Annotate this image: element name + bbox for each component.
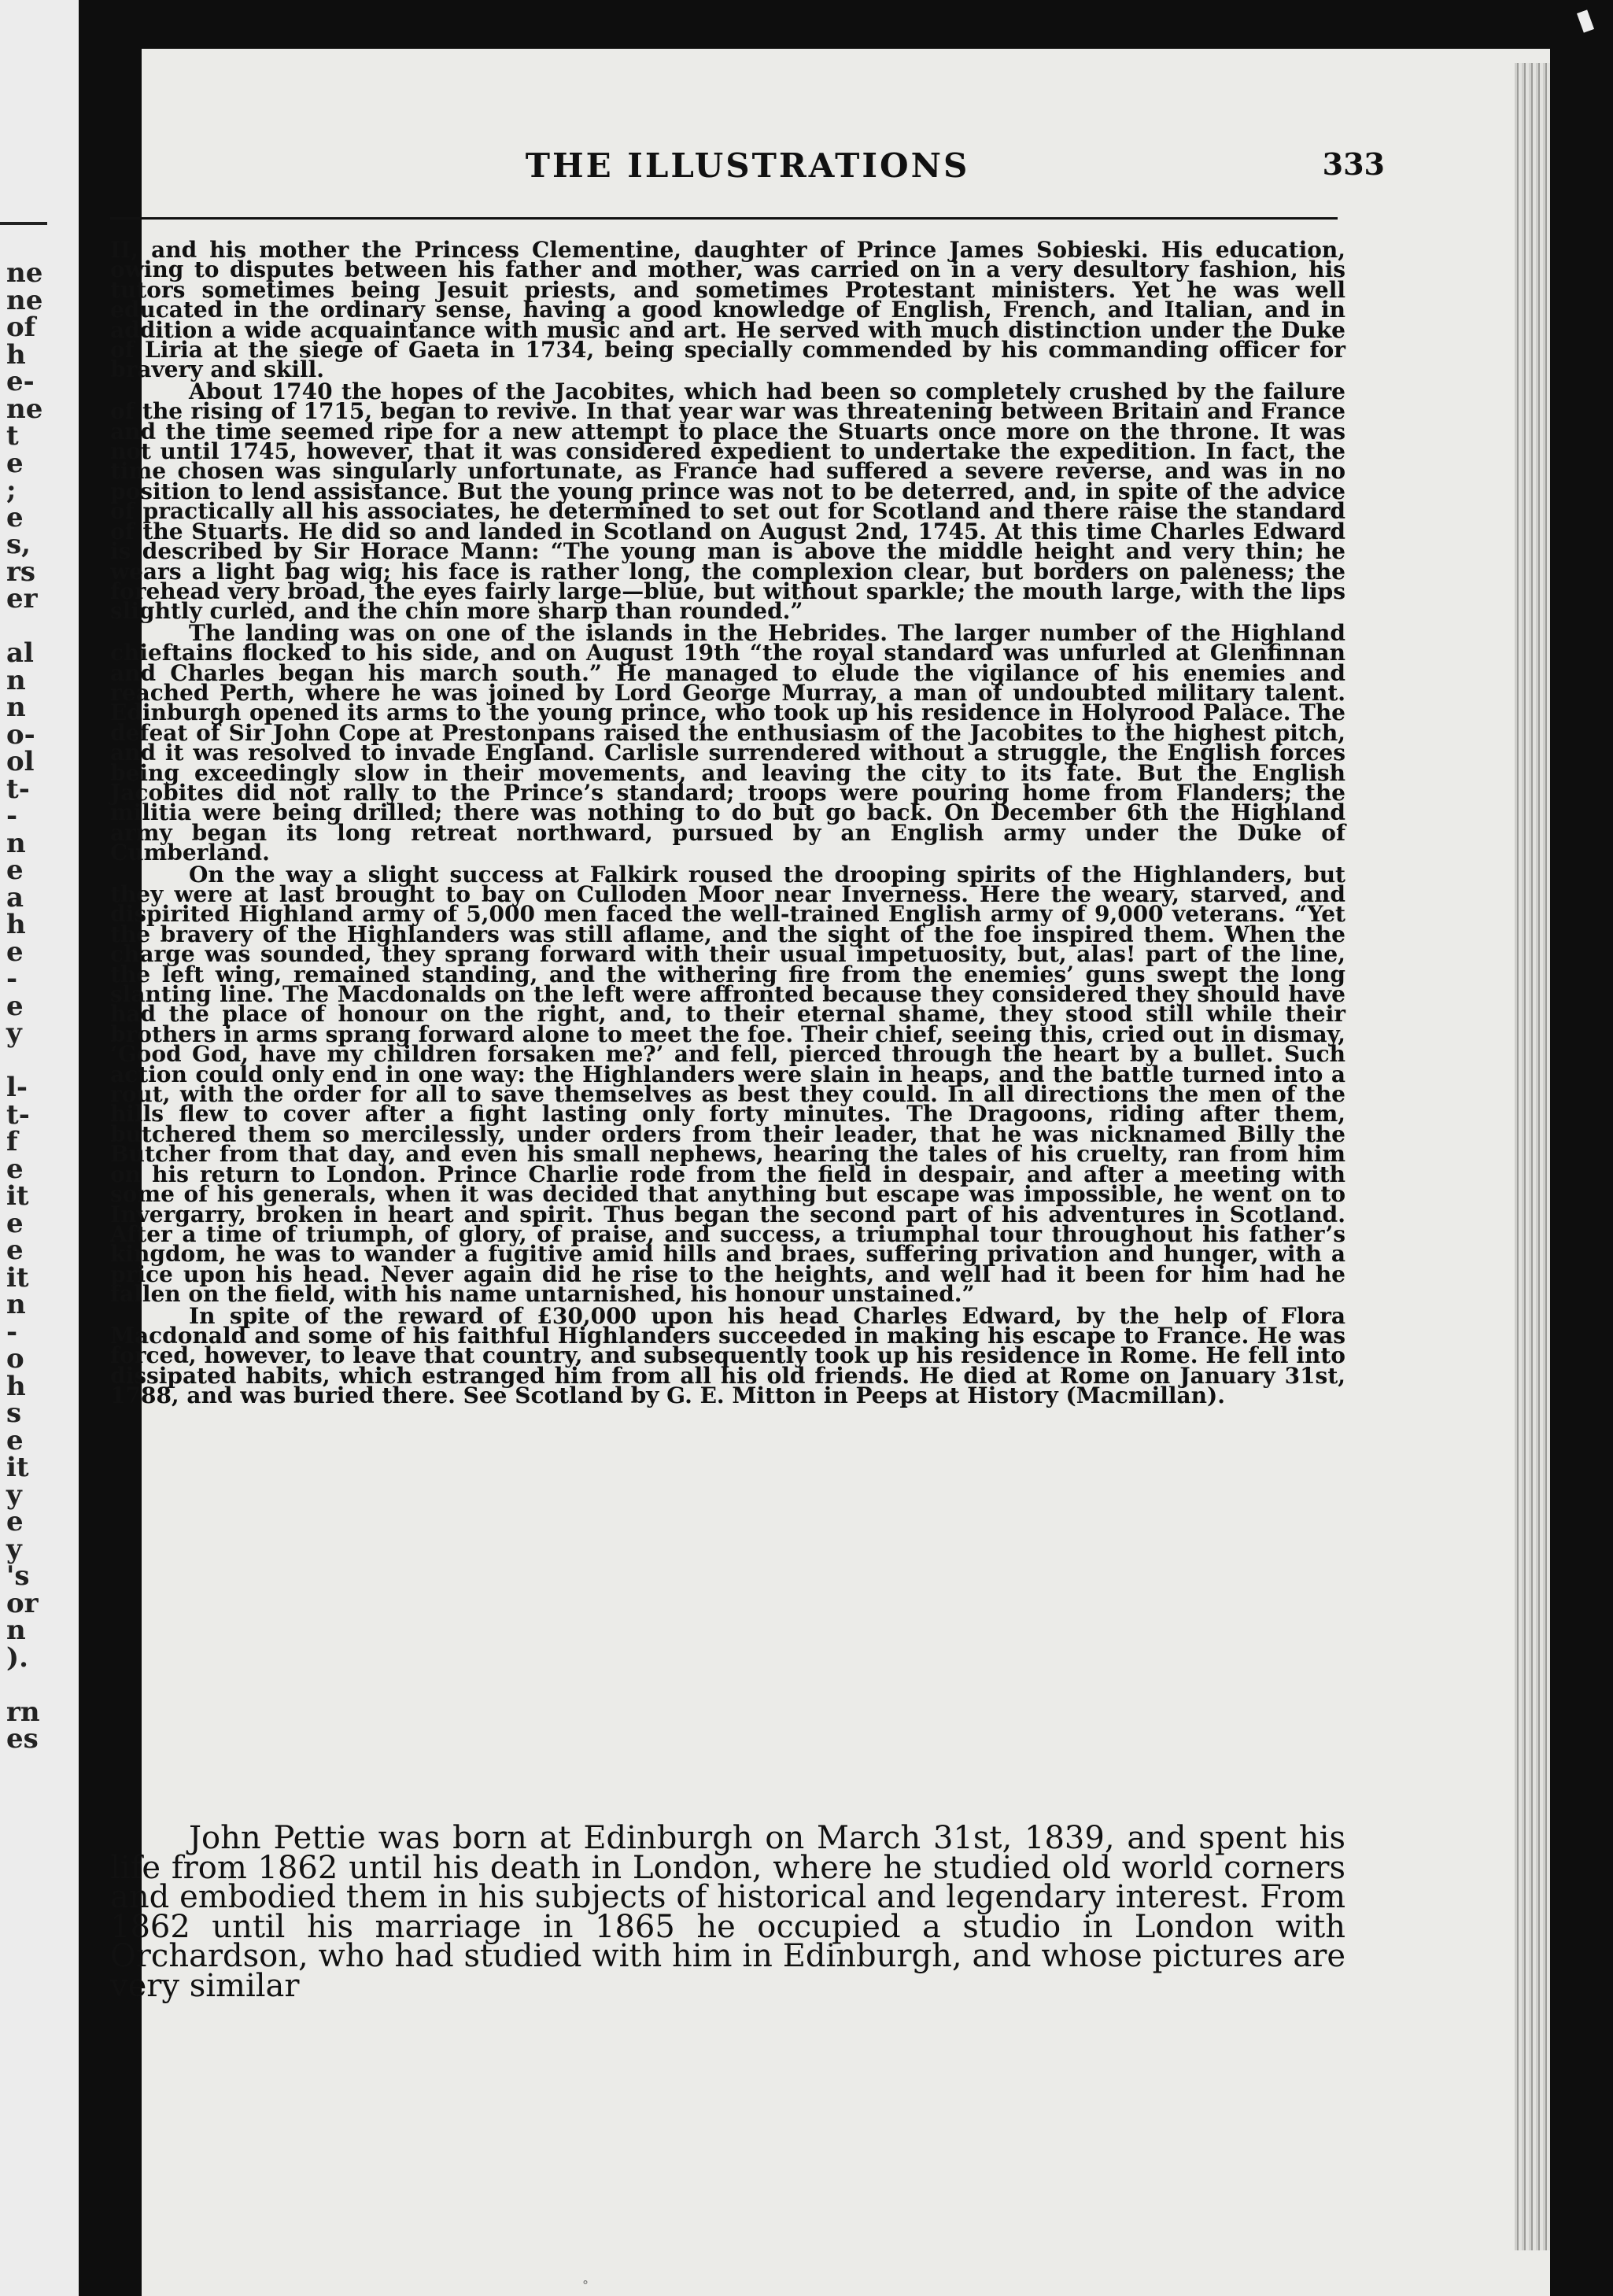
previous-page-fragment: - [6, 1316, 18, 1348]
previous-page-fragment: e [6, 1207, 24, 1239]
previous-page-fragment: - [6, 800, 18, 832]
paragraph-education: II, and his mother the Princess Clementine, daughter of Prince James Sobieski. His education, owing to disputes between his father and mother, was carried on in a very desultory fashion, his tutors sometimes being Jesuit priests, and sometimes Protestant ministers. Yet he was well educated in the ordinary sense, having a good knowledge of English, French, and Italian, and in addition a wide acquaintance with music and art. He served with much distinction under the Duke of Liria at the siege of Gaeta in 1734, being specially commended by his commanding officer for bravery and skill. [110, 237, 1345, 383]
previous-page-fragment: e [6, 1506, 24, 1537]
previous-page-fragment: rn [6, 1696, 40, 1728]
previous-page-fragment: e [6, 936, 24, 968]
previous-page-fragment: h [6, 909, 26, 940]
previous-page-fragment: y [6, 1478, 22, 1511]
paragraph-escape: In spite of the reward of £30,000 upon his head Charles Edward, by the help of Flora Macdonald and some of his faithful Highlanders succeeded in making his escape to France. He was forced, however, to leave that country, and subsequently took up his residence in Rome. He fell into dissipated habits, which estranged him from all his old friends. He died at Rome on January 31st, 1788, and was buried there. See Scotland by G. E. Mitton in Peeps at History (Macmillan). [110, 1302, 1345, 1409]
previous-page-fragment: rs [6, 556, 36, 588]
previous-page-edge [0, 0, 79, 2296]
previous-page-fragment: y [6, 1017, 22, 1049]
paragraph-landing: The landing was on one of the islands in the Hebrides. The larger number of the Highland chieftains flocked to his side, and on August 19th “the royal standard was unfurled at Glenfinnan and Charles began his march south.” He managed to elude the vigilance of his enemies and reached Perth, where he was joined by Lord George Murray, a man of undoubted military talent. Edinburgh opened its arms to the young prince, who took up his residence in Holyrood Palace. The defeat of Sir John Cope at Prestonpans raised the enthusiasm of the Jacobites to the highest pitch, and it was resolved to invade England. Carlisle surrendered without a struggle, the English forces being exceedingly slow in their movements, and leaving the city to its fate. But the English Jacobites did not rally to the Prince’s standard; troops were pouring home from Flanders; the militia were being drilled; there was nothing to do but go back. On December 6th the Highland army began its long retreat northward, pursued by an English army under the Duke of Cumberland. [110, 619, 1345, 866]
previous-page-fragment: or [6, 1587, 39, 1619]
previous-page-fragment [6, 613, 77, 640]
previous-page-fragment: h [6, 1370, 26, 1402]
previous-page-fragment: e [6, 1235, 24, 1266]
previous-page-fragment: s [6, 1397, 22, 1429]
previous-page-fragment: ol [6, 746, 35, 777]
previous-page-fragment: t- [6, 1098, 30, 1131]
previous-page-fragment [6, 1047, 77, 1075]
previous-page-fragment: e [6, 501, 24, 533]
previous-page-fragment: ne [6, 257, 43, 289]
previous-page-fragment: ne [6, 393, 43, 425]
previous-page-fragment: ne [6, 284, 43, 316]
page-stack-edge [1515, 63, 1550, 2250]
previous-page-fragment [6, 1671, 77, 1699]
previous-page-fragment: l- [6, 1072, 28, 1103]
previous-page-fragment: e- [6, 366, 35, 397]
page-number: 333 [1322, 146, 1385, 182]
header-rule [110, 217, 1338, 220]
paragraph-jacobite-hopes: About 1740 the hopes of the Jacobites, which had been so completely crushed by the failure of the rising of 1715, began to revive. In that year war was threatening between Britain and France and the time seemed ripe for a new attempt to place the Stuarts once more on the throne. It was not until 1745, however, that it was considered expedient to undertake the expedition. In fact, the time chosen was singularly unfortunate, as France had suffered a severe reverse, and was in no position to lend assistance. But the young prince was not to be deterred, and, in spite of the advice of practically all his associates, he determined to set out for Scotland and there raise the standard of the Stuarts. He did so and landed in Scotland on August 2nd, 1745. At this time Charles Edward is described by Sir Horace Mann: “The young man is above the middle height and very thin; he wears a light bag wig; his face is rather long, the complexion clear, but borders on paleness; the forehead very broad, the eyes fairly large—blue, but without sparkle; the mouth large, with the lips slightly curled, and the chin more sharp than rounded.” [110, 378, 1345, 625]
previous-page-fragment: a [6, 881, 24, 914]
previous-page-fragment: e [6, 990, 24, 1022]
previous-page-fragment: n [6, 692, 26, 723]
previous-page-fragment: s, [6, 529, 31, 560]
bottom-mark: ° [582, 2278, 589, 2293]
previous-page-fragment: - [6, 963, 18, 995]
previous-page-fragment: it [6, 1180, 29, 1212]
page-header [110, 138, 1385, 201]
previous-page-fragment: e [6, 447, 24, 479]
previous-page-fragment: n [6, 1289, 26, 1320]
previous-page-fragment: e [6, 1153, 24, 1185]
paragraph-john-pettie: John Pettie was born at Edinburgh on March 31st, 1839, and spent his life from 1862 until his death in London, where he studied old world corners and embodied them in his subjects of historical and legendary interest. From 1862 until his marriage in 1865 he occupied a studio in London with Orchardson, who had studied with him in Edinburgh, and whose pictures are very similar [110, 1820, 1345, 2004]
previous-page-fragment: al [6, 637, 34, 669]
previous-page-fragment: t [6, 420, 19, 452]
paragraph-culloden: On the way a slight success at Falkirk roused the drooping spirits of the Highlanders, but they were at last brought to bay on Culloden Moor near Inverness. Here the weary, starved, and dispirited Highland army of 5,000 men faced the well-trained English army of 9,000 veterans. “Yet the bravery of the Highlanders was still aflame, and the sight of the foe inspired them. When the charge was sounded, they sprang forward with their usual impetuosity, but, alas! part of the line, the left wing, remained standing, and the withering fire from the enemies’ guns swept the long slanting line. The Macdonalds on the left were affronted because they considered they should have had the place of honour on the right, and, to their eternal shame, they stood still while their brothers in arms sprang forward alone to meet the foe. Their chief, seeing this, cried out in dismay, ‘Good God, have my children forsaken me?’ and fell, pierced through the heart by a bullet. Such action could only end in one way: the Highlanders were slain in heaps, and the battle turned into a rout, with the order for all to save themselves as best they could. In all directions the men of the hills flew to cover after a fight lasting only forty minutes. The Dragoons, riding after them, butchered them so mercilessly, under orders from their leader, that he was nicknamed Billy the Butcher from that day, and even his small nephews, hearing the tales of his cruelty, ran from him on his return to London. Prince Charlie rode from the field in despair, and after a meeting with some of his generals, when it was decided that anything but escape was impossible, he went on to Invergarry, broken in heart and spirit. Thus began the second part of his adventures in Scotland. After a time of triumph, of glory, of praise, and success, a triumphal tour throughout his father’s kingdom, he was to wander a fugitive amid hills and braes, suffering privation and hunger, with a price upon his head. Never again did he rise to the heights, and well had it been for him had he fallen on the field, with his name untarnished, his honour unstained.” [110, 861, 1345, 1308]
previous-page-text-fragments [6, 257, 77, 1755]
previous-page-fragment: 's [6, 1560, 30, 1592]
previous-page-fragment: e [6, 855, 24, 886]
previous-page-fragment: es [6, 1723, 39, 1755]
previous-page-fragment: it [6, 1452, 29, 1483]
previous-page-fragment: t- [6, 773, 30, 805]
previous-page-fragment: ). [6, 1641, 28, 1674]
previous-page-fragment: ; [6, 474, 17, 506]
body-large-text [110, 1820, 1345, 2004]
previous-page-fragment: n [6, 827, 26, 859]
previous-page-fragment: e [6, 1424, 24, 1456]
previous-page-fragment: er [6, 583, 38, 615]
previous-page-fragment: it [6, 1261, 29, 1294]
previous-page-fragment: o- [6, 718, 35, 751]
previous-page-fragment: o [6, 1343, 24, 1375]
previous-page-fragment: n [6, 664, 26, 696]
spine-mark [1577, 9, 1594, 32]
previous-page-fragment: y [6, 1533, 22, 1565]
previous-page-fragment: f [6, 1126, 18, 1157]
previous-page-fragment: n [6, 1615, 26, 1646]
previous-page-fragment: of [6, 312, 36, 343]
running-title: THE ILLUSTRATIONS [525, 146, 970, 185]
previous-page-fragment: h [6, 338, 26, 371]
body-small-text [110, 237, 1345, 1409]
previous-page-rule [0, 222, 47, 225]
